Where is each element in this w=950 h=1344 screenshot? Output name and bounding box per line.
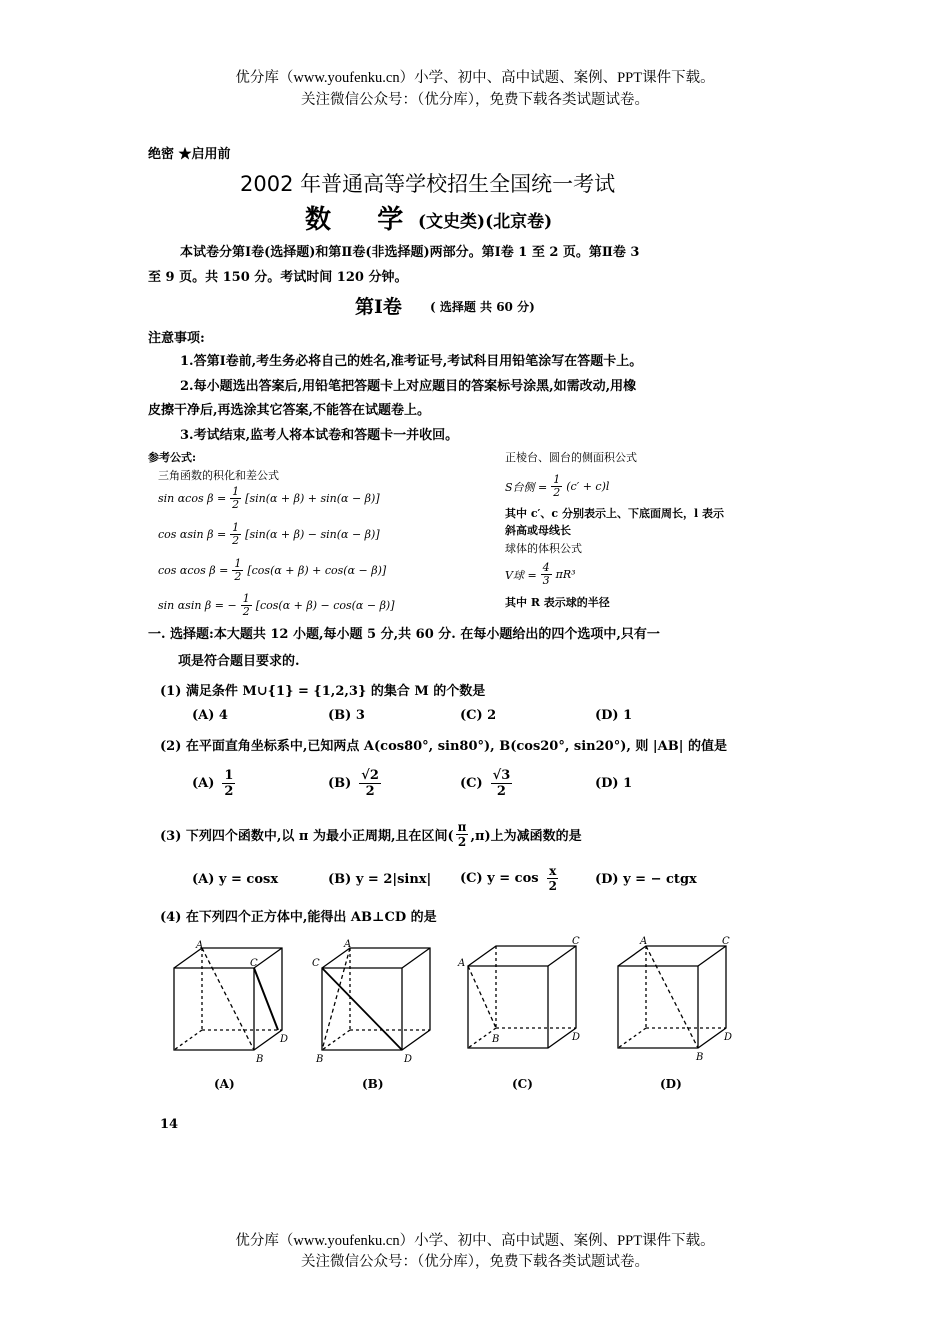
- half-fraction: [551, 474, 562, 499]
- frac-den: 2: [548, 879, 557, 893]
- cube-d-segment-ab: [646, 946, 698, 1048]
- q2-option-c-label: (C): [460, 776, 483, 791]
- notes-item2a: 2.每小题选出答案后,用铅笔把答题卡上对应题目的答案标号涂黑,如需改动,用橡: [180, 379, 637, 394]
- frac-num: π: [457, 820, 467, 834]
- frustum-rhs: (c′ + c)l: [566, 480, 610, 493]
- formula-4: [158, 593, 395, 618]
- formulas-title: 参考公式:: [148, 451, 197, 464]
- cube-a-edges: [174, 948, 282, 1050]
- notes-title: 注意事项:: [148, 331, 205, 346]
- formula-4-rhs: [cos(α + β) − cos(α − β)]: [255, 599, 395, 612]
- four-thirds-fraction: [541, 562, 552, 587]
- q3-option-c-label: (C) y = cos: [460, 871, 539, 886]
- q3-option-b[interactable]: (B) y = 2|sinx|: [328, 872, 432, 887]
- sphere-formula-title: 球体的体积公式: [505, 542, 582, 555]
- frac-num: 1: [242, 592, 250, 605]
- frac-den: 2: [457, 835, 467, 849]
- q3-stem-post: ,π)上为减函数的是: [470, 829, 582, 844]
- q3-option-c-fraction: [547, 864, 559, 893]
- trig-formulas-title: 三角函数的积化和差公式: [158, 469, 279, 482]
- cube-a-point-c: C: [250, 958, 258, 969]
- cube-d-point-c: C: [722, 936, 730, 947]
- sphere-formula: [505, 562, 576, 587]
- part-subtitle: ( 选择题 共 60 分): [430, 300, 535, 314]
- half-fraction: [230, 522, 241, 547]
- watermark-line1-top: 优分库（www.youfenku.cn）小学、初中、高中试题、案例、PPT课件下载。: [235, 70, 715, 86]
- cube-figure-c[interactable]: [456, 932, 591, 1062]
- cube-d-edges: [618, 946, 726, 1048]
- cube-a-point-d: D: [280, 1034, 289, 1045]
- sphere-rhs: πR³: [555, 568, 576, 581]
- frac-num: √3: [492, 768, 511, 783]
- intro-line1: 本试卷分第Ⅰ卷(选择题)和第Ⅱ卷(非选择题)两部分。第Ⅰ卷 1 至 2 页。第Ⅱ卷 3: [180, 245, 640, 260]
- formula-4-lhs: sin αsin β = −: [158, 599, 237, 612]
- q3-option-d[interactable]: (D) y = − ctgx: [595, 872, 697, 887]
- frac-den: 2: [365, 784, 375, 799]
- cube-d-point-a: A: [640, 936, 648, 947]
- section1-line2: 项是符合题目要求的.: [178, 654, 300, 669]
- frustum-formula-title: 正棱台、圆台的侧面积公式: [505, 451, 637, 464]
- cube-b-edges: [322, 948, 430, 1050]
- cube-c-point-c: C: [572, 936, 580, 947]
- cube-b-caption: (B): [362, 1077, 384, 1091]
- q3-option-a[interactable]: (A) y = cosx: [192, 872, 279, 887]
- frustum-lhs: S台侧 =: [505, 480, 548, 494]
- half-fraction: [230, 486, 241, 511]
- section1-line1: 一. 选择题:本大题共 12 小题,每小题 5 分,共 60 分. 在每小题给出的四个选项中,只有一: [148, 627, 660, 642]
- q2-option-d[interactable]: (D) 1: [595, 776, 633, 791]
- notes-item2b: 皮擦干净后,再选涂其它答案,不能答在试题卷上。: [148, 403, 431, 418]
- q1-option-d[interactable]: (D) 1: [595, 708, 633, 723]
- cube-b-segment-ab: [322, 948, 350, 1050]
- frac-den: 2: [224, 784, 234, 799]
- exam-title: 2002 年普通高等学校招生全国统一考试: [240, 172, 616, 196]
- formula-3: [158, 558, 386, 583]
- cube-c-caption: (C): [512, 1077, 533, 1091]
- q1-option-b[interactable]: (B) 3: [328, 708, 365, 723]
- subject-suffix: (文史类)(北京卷): [418, 212, 553, 232]
- cube-b-point-b: B: [316, 1054, 324, 1065]
- half-fraction: [241, 593, 252, 618]
- cube-b-point-a: A: [344, 939, 352, 950]
- notes-item1: 1.答第Ⅰ卷前,考生务必将自己的姓名,准考证号,考试科目用铅笔涂写在答题卡上。: [180, 354, 643, 369]
- cube-a-segment-ab: [202, 948, 254, 1050]
- subject-title: 数 学: [305, 205, 406, 235]
- cube-figure-a[interactable]: [162, 938, 302, 1068]
- cube-d-caption: (D): [660, 1077, 682, 1091]
- cube-a-segment-cd: [254, 968, 278, 1030]
- q2-option-b-fraction: [359, 768, 381, 799]
- q2-option-a-fraction: [222, 768, 235, 799]
- secret-label: 绝密 ★启用前: [148, 147, 231, 162]
- q2-option-a[interactable]: [192, 768, 237, 799]
- q3-stem: [160, 820, 582, 849]
- frac-num: 1: [553, 473, 561, 486]
- q2-option-a-label: (A): [192, 776, 215, 791]
- cube-c-edges: [468, 946, 576, 1048]
- formula-3-rhs: [cos(α + β) + cos(α − β)]: [247, 564, 387, 577]
- half-fraction: [232, 558, 243, 583]
- q3-stem-fraction: [456, 820, 469, 849]
- frac-den: 3: [542, 574, 550, 587]
- q2-stem: (2) 在平面直角坐标系中,已知两点 A(cos80°, sin80°), B(cos20°, sin20°), 则 |AB| 的值是: [160, 739, 727, 754]
- part-title: 第Ⅰ卷: [355, 296, 402, 318]
- frac-num: 1: [224, 768, 234, 783]
- frac-den: 2: [242, 605, 250, 618]
- cube-b-segment-cd: [322, 968, 402, 1050]
- frac-den: 2: [553, 486, 561, 499]
- q1-option-c[interactable]: (C) 2: [460, 708, 497, 723]
- frac-den: 2: [232, 534, 240, 547]
- cube-d-point-d: D: [724, 1032, 733, 1043]
- cube-a-point-b: B: [256, 1054, 264, 1065]
- page-number: 14: [160, 1117, 179, 1132]
- sphere-note: 其中 R 表示球的半径: [505, 596, 610, 609]
- frac-num: 1: [232, 521, 240, 534]
- cube-b-point-d: D: [404, 1054, 413, 1065]
- q1-stem: (1) 满足条件 M∪{1} = {1,2,3} 的集合 M 的个数是: [160, 684, 486, 699]
- cube-c-point-d: D: [572, 1032, 581, 1043]
- q4-stem: (4) 在下列四个正方体中,能得出 AB⊥CD 的是: [160, 910, 437, 925]
- q2-option-c-fraction: [491, 768, 513, 799]
- frac-den: 2: [234, 570, 242, 583]
- frac-num: 1: [232, 485, 240, 498]
- frac-num: 4: [542, 561, 550, 574]
- formula-2: [158, 522, 380, 547]
- watermark-line1-bottom: 优分库（www.youfenku.cn）小学、初中、高中试题、案例、PPT课件下载。: [235, 1233, 715, 1249]
- frustum-formula: [505, 474, 609, 499]
- formula-3-lhs: cos αcos β =: [158, 564, 229, 577]
- frac-num: 1: [234, 557, 242, 570]
- frac-den: 2: [232, 498, 240, 511]
- formula-1-lhs: sin αcos β =: [158, 492, 227, 505]
- formula-2-rhs: [sin(α + β) − sin(α − β)]: [245, 528, 380, 541]
- frustum-note2: 斜高或母线长: [505, 524, 571, 537]
- frac-num: x: [549, 864, 557, 878]
- watermark-line2-bottom: 关注微信公众号：（优分库），免费下载各类试题试卷。: [301, 1254, 649, 1270]
- sphere-lhs: V球 =: [505, 568, 537, 582]
- notes-item3: 3.考试结束,监考人将本试卷和答题卡一并收回。: [180, 428, 459, 443]
- q3-stem-pre: (3) 下列四个函数中,以 π 为最小正周期,且在区间(: [160, 829, 454, 844]
- cube-b-point-c: C: [312, 958, 320, 969]
- cube-a-caption: (A): [214, 1077, 235, 1091]
- frac-num: √2: [361, 768, 379, 783]
- cube-figure-b[interactable]: [310, 938, 440, 1068]
- cube-figure-d[interactable]: [606, 932, 741, 1067]
- q2-option-b-label: (B): [328, 776, 352, 791]
- q1-option-a[interactable]: (A) 4: [192, 708, 228, 723]
- cube-c-segment-ab: [468, 966, 496, 1028]
- cube-c-point-b: B: [492, 1034, 500, 1045]
- intro-line2: 至 9 页。共 150 分。考试时间 120 分钟。: [148, 270, 408, 285]
- q3-option-c[interactable]: [460, 864, 561, 893]
- frustum-note1: 其中 c′、c 分别表示上、下底面周长，l 表示: [505, 507, 724, 520]
- frac-den: 2: [496, 784, 506, 799]
- cube-a-point-a: A: [196, 940, 204, 951]
- q2-option-b[interactable]: [328, 768, 383, 799]
- cube-c-point-a: A: [458, 958, 466, 969]
- formula-2-lhs: cos αsin β =: [158, 528, 227, 541]
- watermark-line2-top: 关注微信公众号：（优分库），免费下载各类试题试卷。: [301, 92, 649, 108]
- formula-1: [158, 486, 380, 511]
- q2-option-c[interactable]: [460, 768, 514, 799]
- cube-d-point-b: B: [696, 1052, 704, 1063]
- formula-1-rhs: [sin(α + β) + sin(α − β)]: [245, 492, 380, 505]
